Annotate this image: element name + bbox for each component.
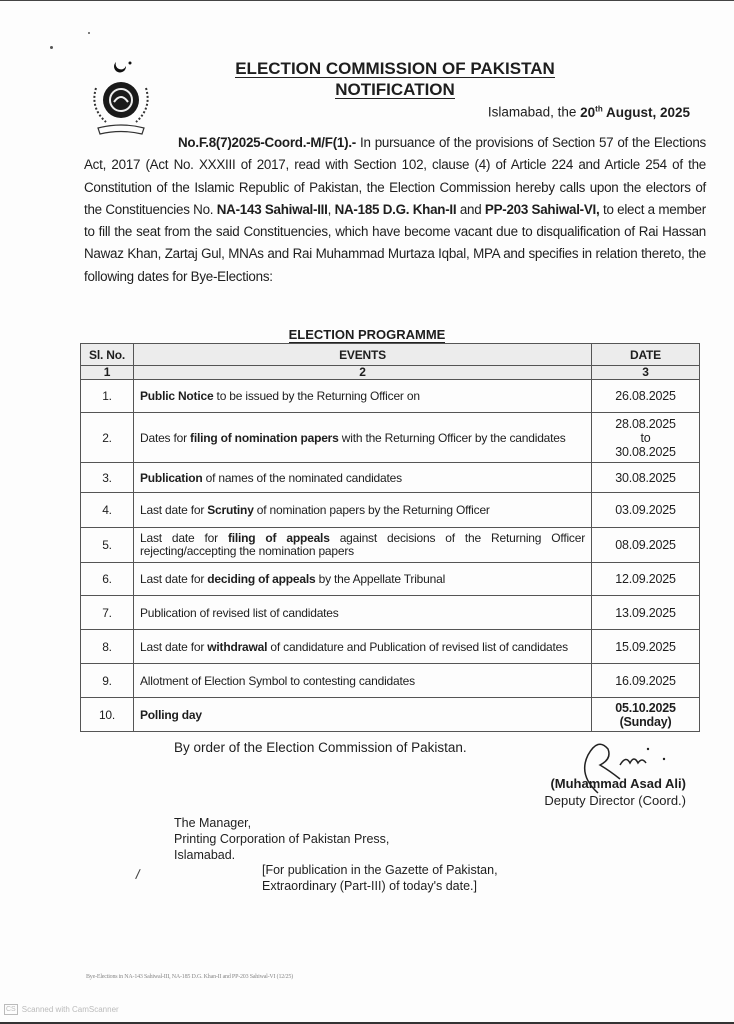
separator: and (456, 201, 485, 217)
document-title (200, 58, 590, 100)
event-cell: Publication of names of the nominated candidates (134, 463, 592, 493)
body-text: to elect a member to fill the seat from the said Constituencies, which have become vacant due to disqualification of Rai Hassan Nawaz Khan, Zartaj Gul, MNAs and Rai Muhammad Murtaza Iqbal, MPA and specifies in relation thereto, the following dates for Bye-Elections: (84, 201, 706, 284)
footer-reference: Bye-Elections in NA-143 Sahiwal-III, NA-185 D.G. Khan-II and PP-203 Sahiwal-VI (12/25) (86, 974, 293, 980)
table-row (81, 413, 700, 463)
serial-cell: 1. (81, 380, 134, 413)
place-label: Islamabad, the (487, 104, 581, 120)
table-row (81, 463, 700, 493)
event-cell: Last date for deciding of appeals by the Appellate Tribunal (134, 563, 592, 596)
scanner-watermark (4, 1004, 119, 1015)
index-cell: 2 (134, 366, 592, 380)
date-cell: 26.08.2025 (592, 380, 700, 413)
constituency: NA-143 Sahiwal-III (216, 201, 328, 217)
table-row (81, 630, 700, 664)
title-line-2: NOTIFICATION (335, 80, 455, 99)
handwritten-tick-icon: / (134, 865, 142, 883)
serial-cell: 5. (81, 528, 134, 563)
event-cell: Publication of revised list of candidates (134, 596, 592, 630)
separator: , (327, 201, 335, 217)
scanner-text: Scanned with CamScanner (21, 1005, 119, 1014)
date-cell: 03.09.2025 (592, 493, 700, 528)
event-cell: Dates for filing of nomination papers with the Returning Officer by the candidates (134, 413, 592, 463)
serial-cell: 6. (81, 563, 134, 596)
table-row (81, 528, 700, 563)
serial-cell: 3. (81, 463, 134, 493)
table-row (81, 664, 700, 698)
date-cell: 16.09.2025 (592, 664, 700, 698)
col-header-serial: Sl. No. (81, 344, 134, 366)
serial-cell: 2. (81, 413, 134, 463)
address-line: Islamabad. (174, 848, 236, 862)
serial-cell: 4. (81, 493, 134, 528)
serial-cell: 9. (81, 664, 134, 698)
page-top-edge (0, 0, 734, 1)
table-row (81, 596, 700, 630)
date-cell: 05.10.2025 (Sunday) (592, 698, 700, 732)
col-header-date: DATE (592, 344, 700, 366)
signatory-block (544, 775, 686, 809)
serial-cell: 10. (81, 698, 134, 732)
table-header-row (81, 344, 700, 366)
event-cell: Polling day (134, 698, 592, 732)
scan-speck (50, 46, 53, 49)
event-cell: Allotment of Election Symbol to contesting candidates (134, 664, 592, 698)
programme-title-text: ELECTION PROGRAMME (288, 327, 446, 342)
election-programme-table (80, 343, 700, 732)
camscanner-logo-icon: CS (6, 1006, 16, 1013)
table-row (81, 698, 700, 732)
date-day: 20 (580, 104, 596, 120)
event-cell: Last date for withdrawal of candidature and Publication of revised list of candidates (134, 630, 592, 664)
col-header-events: EVENTS (134, 344, 592, 366)
address-line: The Manager, (174, 816, 252, 830)
serial-cell: 7. (81, 596, 134, 630)
title-line-1: ELECTION COMMISSION OF PAKISTAN (235, 59, 555, 78)
gazette-line: Extraordinary (Part-III) of today's date.] (262, 879, 477, 893)
notification-body (84, 132, 706, 288)
constituency: NA-185 D.G. Khan-II (334, 201, 457, 217)
ecp-emblem-icon (86, 58, 156, 138)
recipient-address (174, 815, 389, 863)
table-row (81, 563, 700, 596)
date-cell: 08.09.2025 (592, 528, 700, 563)
address-line: Printing Corporation of Pakistan Press, (174, 832, 390, 846)
programme-title (0, 327, 734, 342)
date-cell: 13.09.2025 (592, 596, 700, 630)
table-index-row (81, 366, 700, 380)
signatory-name: (Muhammad Asad Ali) (550, 776, 686, 791)
date-month-year: August, 2025 (602, 104, 690, 120)
serial-cell: 8. (81, 630, 134, 664)
gazette-line: [For publication in the Gazette of Pakistan, (262, 863, 498, 877)
date-day-suffix: th (595, 104, 603, 113)
date-cell: 15.09.2025 (592, 630, 700, 664)
index-cell: 1 (81, 366, 134, 380)
date-cell: 30.08.2025 (592, 463, 700, 493)
reference-number: No.F.8(7)2025-Coord.-M/F(1).- (178, 135, 356, 150)
event-cell: Last date for Scrutiny of nomination papers by the Returning Officer (134, 493, 592, 528)
signatory-title: Deputy Director (Coord.) (544, 793, 686, 808)
gazette-instruction (262, 862, 498, 894)
table-row (81, 380, 700, 413)
scan-speck (88, 32, 90, 34)
index-cell: 3 (592, 366, 700, 380)
body-text: In pursuance of the provisions of Section 57 of the Elections Act, 2017 (Act No. XXXIII of 2017, read with Section 102, clause (4) of Article 224 and Article 254 of the Constitution of the Islamic Republic of Pakistan, the Election Commission hereby calls upon the electors of the Constituencies No. (84, 135, 706, 217)
place-date (488, 104, 690, 120)
constituency: PP-203 Sahiwal-VI, (484, 201, 600, 217)
event-cell: Public Notice to be issued by the Returning Officer on (134, 380, 592, 413)
event-cell: Last date for filing of appeals against decisions of the Returning Officer rejecting/accepting the nomination papers (134, 528, 592, 563)
by-order-line: By order of the Election Commission of Pakistan. (174, 740, 467, 755)
date-cell: 28.08.2025 to 30.08.2025 (592, 413, 700, 463)
date-cell: 12.09.2025 (592, 563, 700, 596)
table-row (81, 493, 700, 528)
